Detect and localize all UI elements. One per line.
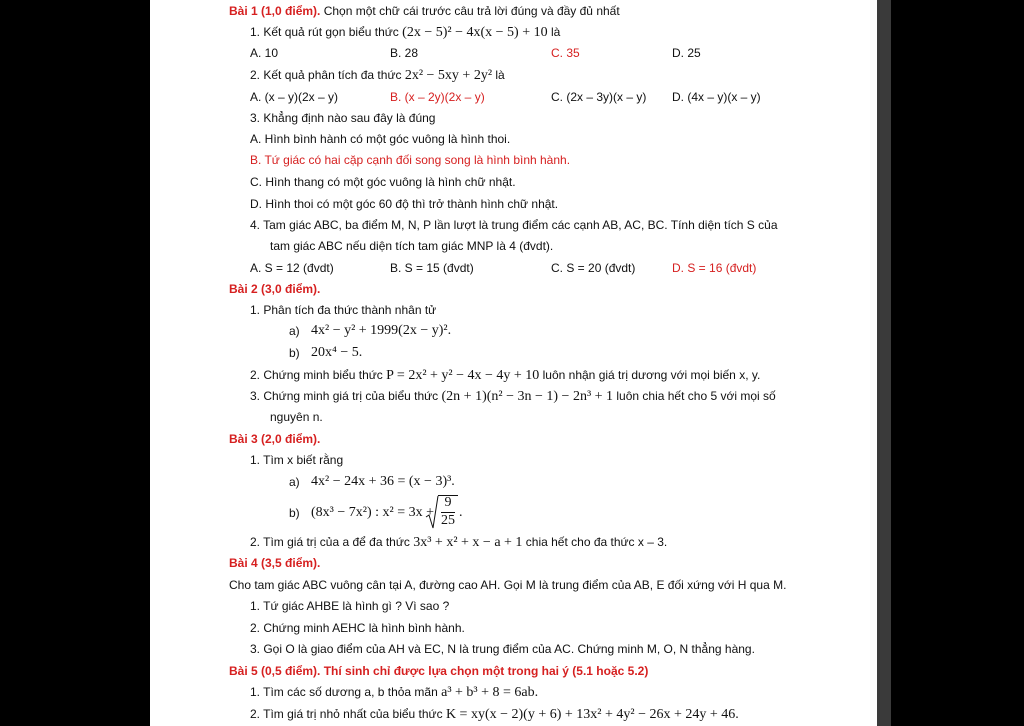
q1-3-option-c: C. Hình thang có một góc vuông là hình chữ nhật. [250, 175, 516, 189]
q4-2-prompt: 2. Chứng minh AEHC là hình bình hành. [250, 621, 465, 635]
q2-3-prompt-line2: nguyên n. [270, 410, 323, 424]
q1-4-option-a: A. S = 12 (đvdt) [250, 261, 334, 275]
q5-2-expression: K = xy(x − 2)(y + 6) + 13x² + 4y² − 26x + 24y + 46. [445, 707, 739, 722]
section-3-title: Bài 3 (2,0 điểm). [229, 432, 321, 446]
q1-4-option-b: B. S = 15 (đvdt) [390, 261, 474, 275]
q1-2-expression: 2x² − 5xy + 2y² [404, 68, 493, 83]
q3-1b-expression: (8x³ − 7x²) : x² = 3x + [311, 505, 434, 520]
sqrt-sign-icon [425, 495, 439, 531]
q1-1-option-c-answer: C. 35 [551, 46, 580, 60]
q1-1-tail: là [550, 25, 561, 39]
q5-2-label: 2. Tìm giá trị nhỏ nhất của biểu thức [250, 707, 443, 721]
q5-2-prompt [250, 706, 877, 723]
q1-3-option-b-answer: B. Tứ giác có hai cặp cạnh đối song song là hình bình hành. [250, 153, 571, 167]
q1-2-option-b-answer: B. (x – 2y)(2x – y) [390, 90, 485, 104]
q3-1b-fraction-numerator: 9 [438, 495, 458, 510]
q2-1a-label: a) [289, 324, 300, 338]
q2-1b-label: b) [289, 346, 300, 360]
q1-3-option-a: A. Hình bình hành có một góc vuông là hình thoi. [250, 132, 511, 146]
q2-3-expression: (2n + 1)(n² − 3n − 1) − 2n³ + 1 [441, 389, 614, 404]
section-4-intro: Cho tam giác ABC vuông cân tại A, đường cao AH. Gọi M là trung điểm của AB, E đối xứng với H qua M. [229, 578, 787, 592]
q3-1a-label: a) [289, 475, 300, 489]
q5-1-prompt [250, 684, 877, 701]
q3-1b [150, 495, 877, 531]
q1-3-prompt: 3. Khẳng định nào sau đây là đúng [250, 111, 436, 125]
exam-sheet [150, 0, 877, 726]
q2-1-prompt: 1. Phân tích đa thức thành nhân tử [250, 303, 437, 317]
q2-3-label: 3. Chứng minh giá trị của biểu thức [250, 389, 439, 403]
q2-2-expression: P = 2x² + y² − 4x − 4y + 10 [386, 368, 540, 383]
q1-2-label: 2. Kết quả phân tích đa thức [250, 68, 402, 82]
q3-1b-period: . [459, 505, 463, 520]
q2-2-prompt [250, 367, 877, 384]
q5-1-expression: a³ + b³ + 8 = 6ab. [441, 685, 539, 700]
section-1-title: Bài 1 (1,0 điểm). [229, 4, 321, 18]
q1-1-expression: (2x − 5)² − 4x(x − 5) + 10 [402, 25, 548, 40]
q2-1a-expression: 4x² − y² + 1999(2x − y)². [311, 323, 452, 338]
q1-1-label: 1. Kết quả rút gọn biểu thức [250, 25, 399, 39]
q3-1a-expression: 4x² − 24x + 36 = (x − 3)³. [311, 474, 455, 489]
q2-1b-expression: 20x⁴ − 5. [311, 345, 363, 360]
right-edge-bar [877, 0, 891, 726]
q1-1-option-b: B. 28 [390, 46, 419, 60]
q1-1-prompt [250, 24, 877, 41]
q3-2-expression: 3x³ + x² + x − a + 1 [413, 535, 523, 550]
q3-1b-label: b) [289, 506, 300, 520]
q1-2-option-d: D. (4x – y)(x – y) [672, 90, 761, 104]
q1-2-option-a: A. (x – y)(2x – y) [250, 90, 339, 104]
section-5-title: Bài 5 (0,5 điểm). Thí sinh chỉ được lựa chọn một trong hai ý (5.1 hoặc 5.2) [229, 664, 649, 678]
q3-2-prompt [250, 534, 877, 551]
section-1-heading [229, 3, 877, 19]
q3-1b-fraction-denominator: 25 [441, 513, 455, 528]
q2-3-prompt [250, 388, 877, 405]
q1-4-option-d-answer: D. S = 16 (đvdt) [672, 261, 757, 275]
q1-4-prompt-line1: 4. Tam giác ABC, ba điểm M, N, P lần lượt là trung điểm các cạnh AB, AC, BC. Tính diện tích S của [250, 218, 778, 232]
q1-2-option-c: C. (2x – 3y)(x – y) [551, 90, 647, 104]
section-1-instruction: Chọn một chữ cái trước câu trả lời đúng và đầy đủ nhất [323, 4, 620, 18]
q1-2-prompt [250, 67, 877, 84]
q1-4-prompt-line2: tam giác ABC nếu diện tích tam giác MNP là 4 (đvdt). [270, 239, 554, 253]
section-2-title: Bài 2 (3,0 điểm). [229, 282, 321, 296]
q3-1-prompt: 1. Tìm x biết rằng [250, 453, 344, 467]
q4-3-prompt: 3. Gọi O là giao điểm của AH và EC, N là trung điểm của AC. Chứng minh M, O, N thẳng hàng. [250, 642, 755, 656]
q1-1-option-d: D. 25 [672, 46, 701, 60]
q2-3-tail: luôn chia hết cho 5 với mọi số [616, 389, 776, 403]
q1-3-option-d: D. Hình thoi có một góc 60 độ thì trở thành hình chữ nhật. [250, 197, 559, 211]
q2-2-label: 2. Chứng minh biểu thức [250, 368, 383, 382]
q5-1-label: 1. Tìm các số dương a, b thỏa mãn [250, 685, 438, 699]
q2-2-tail: luôn nhận giá trị dương với mọi biến x, y. [542, 368, 761, 382]
q1-2-tail: là [495, 68, 505, 82]
section-4-title: Bài 4 (3,5 điểm). [229, 556, 321, 570]
q1-1-option-a: A. 10 [250, 46, 279, 60]
q3-2-label: 2. Tìm giá trị của a để đa thức [250, 535, 410, 549]
q3-2-tail: chia hết cho đa thức x – 3. [525, 535, 668, 549]
q4-1-prompt: 1. Tứ giác AHBE là hình gì ? Vì sao ? [250, 599, 450, 613]
q1-4-option-c: C. S = 20 (đvdt) [551, 261, 636, 275]
